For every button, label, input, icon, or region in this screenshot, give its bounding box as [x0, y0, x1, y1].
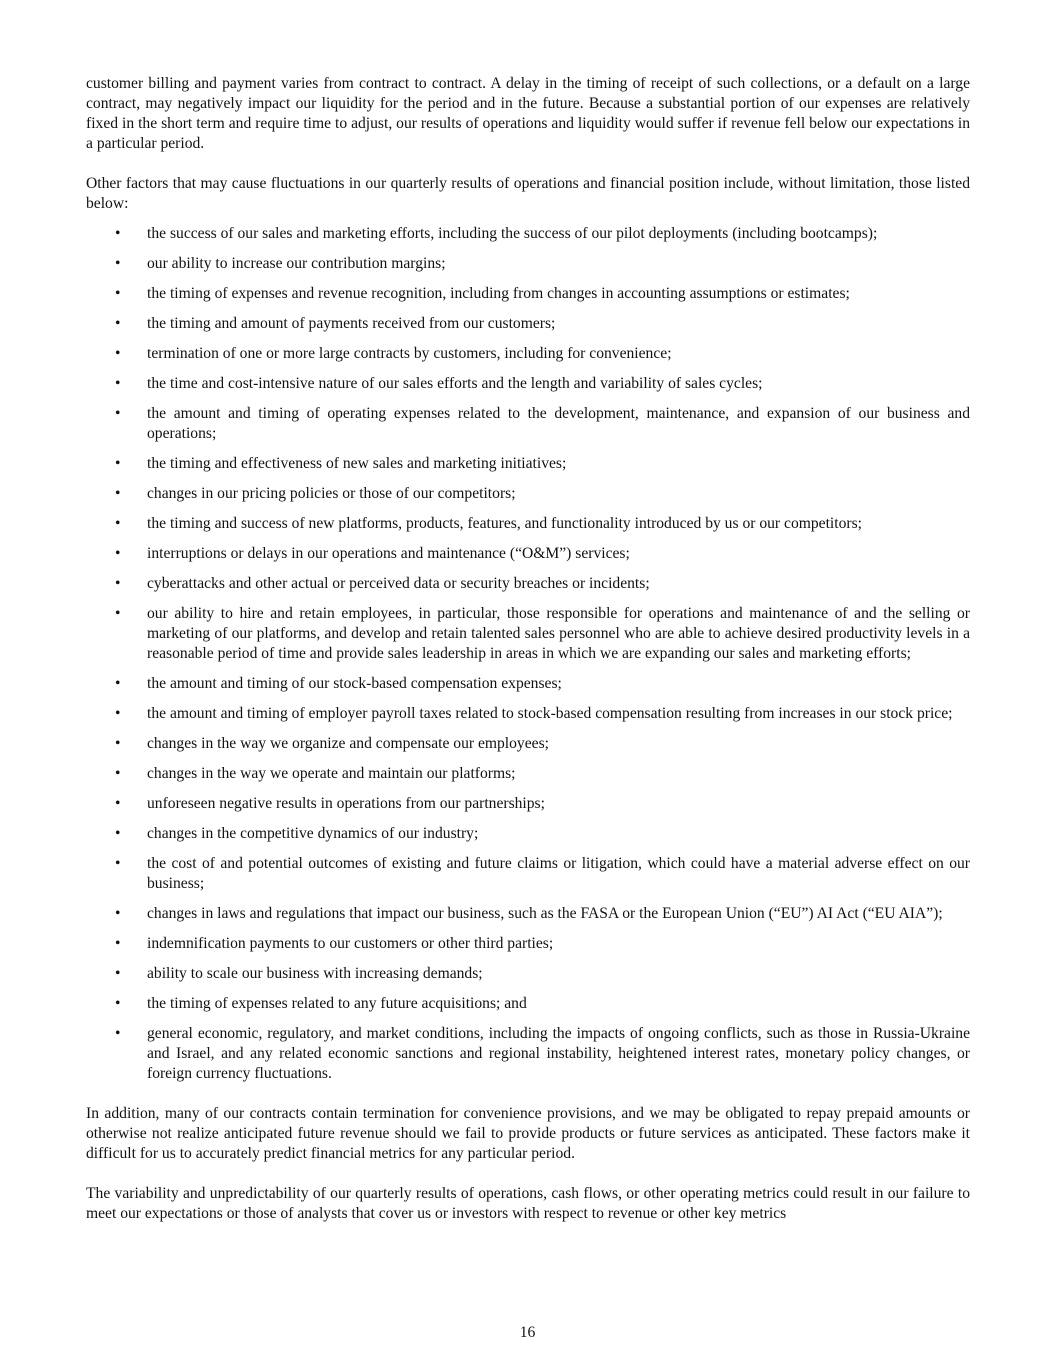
bullet-item	[86, 544, 970, 564]
bullet-item	[86, 404, 970, 444]
bullet-dot: •	[115, 765, 121, 782]
paragraph-other-factors-intro: Other factors that may cause fluctuations in our quarterly results of operations and financial position include, without limitation, those listed below:	[86, 175, 970, 212]
bullet-dot: •	[115, 735, 121, 752]
bullet-item	[86, 484, 970, 504]
bullet-dot: •	[115, 825, 121, 842]
bullet-dot: •	[115, 935, 121, 952]
bullet-dot: •	[115, 1025, 121, 1042]
bullet-text: the timing and amount of payments received from our customers;	[147, 315, 556, 332]
bullet-dot: •	[115, 285, 121, 302]
bullet-item	[86, 604, 970, 664]
bullet-item	[86, 224, 970, 244]
bullet-dot: •	[115, 545, 121, 562]
bullet-text: changes in our pricing policies or those of our competitors;	[147, 485, 516, 502]
bullet-item	[86, 794, 970, 814]
bullet-dot: •	[115, 795, 121, 812]
paragraph-spacer	[86, 154, 970, 174]
bullet-item	[86, 964, 970, 984]
bullet-dot: •	[115, 375, 121, 392]
paragraph-spacer	[86, 1164, 970, 1184]
bullet-text: interruptions or delays in our operations and maintenance (“O&M”) services;	[147, 545, 630, 562]
page-number: 16	[519, 1324, 536, 1341]
bullet-item	[86, 674, 970, 694]
bullet-text: the timing and effectiveness of new sales and marketing initiatives;	[147, 455, 567, 472]
bullet-item	[86, 514, 970, 534]
bullet-item	[86, 254, 970, 274]
bullet-dot: •	[115, 255, 121, 272]
bullet-text: the timing of expenses and revenue recognition, including from changes in accounting assumptions or estimates;	[147, 285, 850, 302]
bullet-text: changes in the way we organize and compensate our employees;	[147, 735, 549, 752]
bullet-text: the amount and timing of operating expenses related to the development, maintenance, and expansion of our business and operations;	[147, 405, 970, 442]
bullet-text: the time and cost-intensive nature of our sales efforts and the length and variability of sales cycles;	[147, 375, 763, 392]
bullet-text: cyberattacks and other actual or perceived data or security breaches or incidents;	[147, 575, 650, 592]
paragraph-variability: The variability and unpredictability of our quarterly results of operations, cash flows, or other operating metrics could result in our failure to meet our expectations or those of analysts that cover us or investors with respect to revenue or other key metrics	[86, 1185, 970, 1222]
paragraph-termination-provisions: In addition, many of our contracts contain termination for convenience provisions, and we may be obligated to repay prepaid amounts or otherwise not realize anticipated future revenue should we fail to provide products or future services as anticipated. These factors make it difficult for us to accurately predict financial metrics for any particular period.	[86, 1105, 970, 1162]
bullet-text: the amount and timing of our stock-based compensation expenses;	[147, 675, 562, 692]
bullet-text: the cost of and potential outcomes of existing and future claims or litigation, which could have a material adverse effect on our business;	[147, 855, 970, 892]
bullet-item	[86, 284, 970, 304]
bullet-item	[86, 734, 970, 754]
bullet-item	[86, 374, 970, 394]
bullet-text: our ability to increase our contribution margins;	[147, 255, 446, 272]
bullet-dot: •	[115, 965, 121, 982]
bullet-text: our ability to hire and retain employees, in particular, those responsible for operations and maintenance of and the selling or marketing of our platforms, and develop and retain talented sales personnel who are able to achieve desired productivity levels in a reasonable period of time and provide sales leadership in areas in which we are expanding our sales and marketing efforts;	[147, 605, 970, 662]
bullet-item	[86, 574, 970, 594]
bullet-dot: •	[115, 705, 121, 722]
bullet-dot: •	[115, 575, 121, 592]
bullet-text: changes in laws and regulations that impact our business, such as the FASA or the European Union (“EU”) AI Act (“EU AIA”);	[147, 905, 943, 922]
page-content	[86, 74, 970, 1224]
paragraph-spacer	[86, 1084, 970, 1104]
bullet-item	[86, 454, 970, 474]
bullet-text: the amount and timing of employer payroll taxes related to stock-based compensation resulting from increases in our stock price;	[147, 705, 953, 722]
bullet-item	[86, 1024, 970, 1084]
bullet-dot: •	[115, 455, 121, 472]
bullet-dot: •	[115, 515, 121, 532]
bullet-item	[86, 764, 970, 784]
bullet-dot: •	[115, 605, 121, 622]
bullet-text: changes in the competitive dynamics of our industry;	[147, 825, 479, 842]
bullet-dot: •	[115, 315, 121, 332]
bullet-item	[86, 704, 970, 724]
bullet-dot: •	[115, 225, 121, 242]
bullet-dot: •	[115, 905, 121, 922]
bullet-item	[86, 344, 970, 364]
bullet-item	[86, 854, 970, 894]
bullet-dot: •	[115, 995, 121, 1012]
bullet-dot: •	[115, 405, 121, 422]
bullet-text: the success of our sales and marketing efforts, including the success of our pilot deployments (including bootcamps);	[147, 225, 878, 242]
bullet-text: ability to scale our business with increasing demands;	[147, 965, 483, 982]
bullet-item	[86, 904, 970, 924]
bullet-text: general economic, regulatory, and market conditions, including the impacts of ongoing conflicts, such as those in Russia-Ukraine and Israel, and any related economic sanctions and regional instability, heightened interest rates, monetary policy changes, or foreign currency fluctuations.	[147, 1025, 970, 1082]
bullet-dot: •	[115, 855, 121, 872]
bullet-text: changes in the way we operate and maintain our platforms;	[147, 765, 516, 782]
bullet-item	[86, 934, 970, 954]
paragraph-billing-liquidity: customer billing and payment varies from contract to contract. A delay in the timing of receipt of such collections, or a default on a large contract, may negatively impact our liquidity for the period and in the future. Because a substantial portion of our expenses are relatively fixed in the short term and require time to adjust, our results of operations and liquidity would suffer if revenue fell below our expectations in a particular period.	[86, 75, 970, 152]
bullet-item	[86, 314, 970, 334]
bullet-dot: •	[115, 345, 121, 362]
bullet-text: unforeseen negative results in operations from our partnerships;	[147, 795, 545, 812]
bullet-dot: •	[115, 485, 121, 502]
bullet-item	[86, 994, 970, 1014]
factors-bullet-list	[86, 224, 970, 1084]
bullet-text: the timing of expenses related to any future acquisitions; and	[147, 995, 527, 1012]
bullet-dot: •	[115, 675, 121, 692]
bullet-item	[86, 824, 970, 844]
bullet-text: termination of one or more large contracts by customers, including for convenience;	[147, 345, 672, 362]
bullet-text: the timing and success of new platforms, products, features, and functionality introduced by us or our competitors;	[147, 515, 862, 532]
bullet-text: indemnification payments to our customers or other third parties;	[147, 935, 554, 952]
